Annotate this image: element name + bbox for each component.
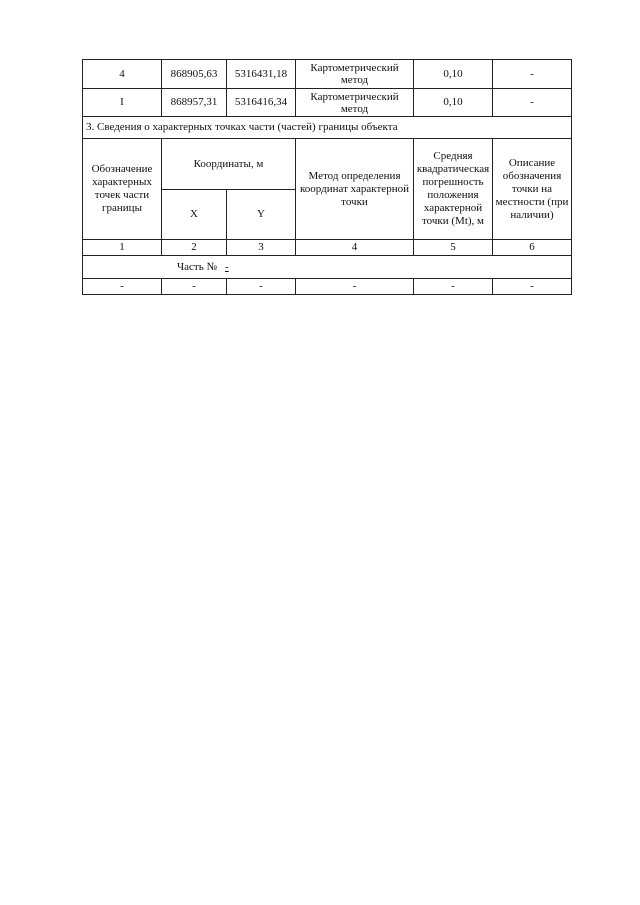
method-header: Метод определения координат характерной точки — [296, 139, 414, 240]
section-title-row — [83, 117, 572, 139]
column-number: 3 — [227, 240, 296, 256]
empty-cell: - — [493, 279, 572, 295]
column-number: 4 — [296, 240, 414, 256]
point-id-cell: 4 — [83, 60, 162, 89]
y-coordinate-cell: 5316431,18 — [227, 60, 296, 89]
coordinates-header: Координаты, м — [162, 139, 296, 190]
table-row — [83, 89, 572, 117]
y-coordinate-cell: 5316416,34 — [227, 89, 296, 117]
part-label: Часть № — [177, 260, 217, 273]
x-header: X — [162, 190, 227, 240]
description-cell: - — [493, 60, 572, 89]
point-id-cell: I — [83, 89, 162, 117]
table-row — [83, 279, 572, 295]
column-number: 2 — [162, 240, 227, 256]
method-cell: Картометрический метод — [296, 89, 414, 117]
method-cell: Картометрический метод — [296, 60, 414, 89]
y-header: Y — [227, 190, 296, 240]
error-cell: 0,10 — [414, 89, 493, 117]
x-coordinate-cell: 868957,31 — [162, 89, 227, 117]
column-number: 5 — [414, 240, 493, 256]
part-number-row — [83, 256, 572, 279]
empty-cell: - — [296, 279, 414, 295]
empty-cell: - — [162, 279, 227, 295]
column-numbers-row — [83, 240, 572, 256]
description-header: Описание обозначения точки на местности (при наличии) — [493, 139, 572, 240]
column-number: 1 — [83, 240, 162, 256]
boundary-points-table — [82, 59, 572, 295]
part-value: - — [224, 260, 229, 273]
header-row — [83, 139, 572, 190]
x-coordinate-cell: 868905,63 — [162, 60, 227, 89]
error-cell: 0,10 — [414, 60, 493, 89]
part-number-cell — [83, 256, 572, 279]
description-cell: - — [493, 89, 572, 117]
section-title: 3. Сведения о характерных точках части (частей) границы объекта — [83, 117, 572, 139]
empty-cell: - — [83, 279, 162, 295]
column-number: 6 — [493, 240, 572, 256]
table-row — [83, 60, 572, 89]
error-header: Средняя квадратическая погрешность положения характерной точки (Mt), м — [414, 139, 493, 240]
empty-cell: - — [227, 279, 296, 295]
empty-cell: - — [414, 279, 493, 295]
designation-header: Обозначение характерных точек части границы — [83, 139, 162, 240]
